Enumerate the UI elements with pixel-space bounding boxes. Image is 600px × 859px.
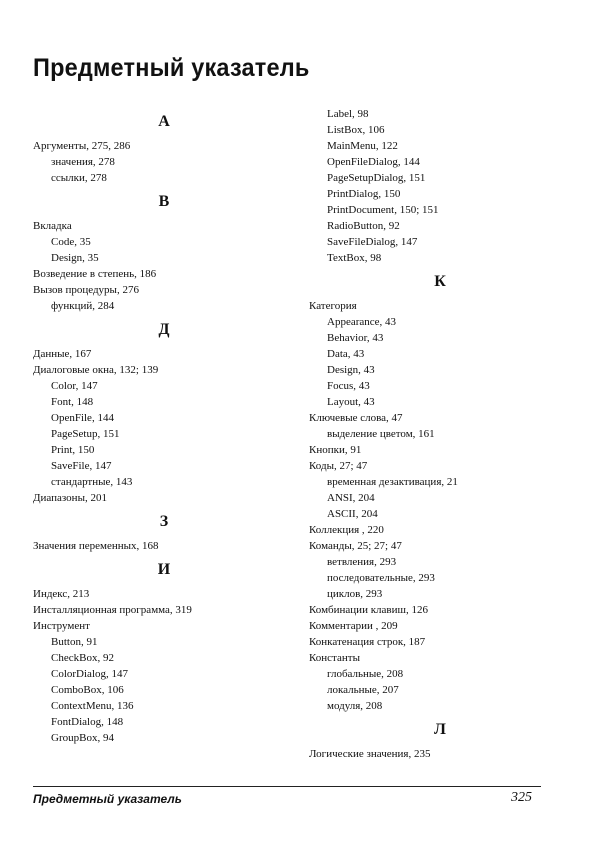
index-subentry: Appearance, 43: [327, 316, 397, 328]
index-subentry: ссылки, 278: [51, 172, 107, 184]
index-entry: Индекс, 213: [33, 588, 90, 600]
index-entry: Аргументы, 275, 286: [33, 140, 131, 152]
index-subentry: PrintDialog, 150: [327, 188, 401, 200]
index-subentry: FontDialog, 148: [51, 716, 124, 728]
index-subentry: PageSetup, 151: [51, 428, 120, 440]
index-subentry: Behavior, 43: [327, 332, 384, 344]
index-subentry: ContextMenu, 136: [51, 700, 134, 712]
index-subentry: ветвления, 293: [327, 556, 397, 568]
index-subentry: PageSetupDialog, 151: [327, 172, 426, 184]
section-letter: З: [159, 513, 169, 530]
index-entry: Данные, 167: [33, 348, 92, 360]
section-letter: К: [434, 273, 446, 290]
index-entry: Комментарии , 209: [309, 620, 398, 632]
index-entry: Конкатенация строк, 187: [309, 636, 426, 648]
index-column-right: [309, 106, 571, 762]
index-subentry: Label, 98: [327, 108, 369, 120]
index-subentry: ListBox, 106: [327, 124, 385, 136]
index-subentry: Font, 148: [51, 396, 94, 408]
index-entry: Константы: [309, 652, 360, 664]
index-subentry: Button, 91: [51, 636, 98, 648]
index-subentry: Focus, 43: [327, 380, 370, 392]
index-entry: Диалоговые окна, 132; 139: [33, 364, 159, 376]
page-number: 325: [511, 790, 532, 805]
index-subentry: Layout, 43: [327, 396, 375, 408]
index-entry: Комбинации клавиш, 126: [309, 604, 428, 616]
index-subentry: OpenFile, 144: [51, 412, 114, 424]
index-subentry: выделение цветом, 161: [327, 428, 435, 440]
index-subentry: ComboBox, 106: [51, 684, 124, 696]
section-letter: В: [158, 193, 170, 210]
index-entry: Инструмент: [33, 620, 90, 632]
index-entry: Категория: [309, 300, 357, 312]
section-letter: Л: [434, 721, 446, 738]
index-entry: Логические значения, 235: [309, 748, 431, 760]
index-subentry: значения, 278: [51, 156, 115, 168]
index-subentry: MainMenu, 122: [327, 140, 398, 152]
index-subentry: Data, 43: [327, 348, 365, 360]
index-subentry: SaveFile, 147: [51, 460, 112, 472]
index-subentry: CheckBox, 92: [51, 652, 114, 664]
footer-divider: [33, 786, 541, 787]
index-subentry: функций, 284: [51, 300, 115, 312]
index-subentry: временная дезактивация, 21: [327, 476, 458, 488]
index-entry: Команды, 25; 27; 47: [309, 540, 402, 552]
index-subentry: Print, 150: [51, 444, 95, 456]
index-entry: Кнопки, 91: [309, 444, 362, 456]
index-entry: Ключевые слова, 47: [309, 412, 403, 424]
section-letter: Д: [158, 321, 170, 338]
index-entry: Коды, 27; 47: [309, 460, 368, 472]
index-subentry: циклов, 293: [327, 588, 383, 600]
index-subentry: ANSI, 204: [327, 492, 375, 504]
index-entry: Диапазоны, 201: [33, 492, 107, 504]
index-subentry: Design, 43: [327, 364, 375, 376]
index-subentry: SaveFileDialog, 147: [327, 236, 418, 248]
index-entry: Вкладка: [33, 220, 72, 232]
index-subentry: стандартные, 143: [51, 476, 133, 488]
index-subentry: GroupBox, 94: [51, 732, 114, 744]
index-subentry: глобальные, 208: [327, 668, 404, 680]
index-subentry: PrintDocument, 150; 151: [327, 204, 439, 216]
index-subentry: последовательные, 293: [327, 572, 435, 584]
index-subentry: ASCII, 204: [327, 508, 378, 520]
index-entry: Вызов процедуры, 276: [33, 284, 139, 296]
index-entry: Коллекция , 220: [309, 524, 384, 536]
footer-running-title: Предметный указатель: [33, 792, 182, 806]
index-subentry: модуля, 208: [327, 700, 383, 712]
index-entry: Возведение в степень, 186: [33, 268, 157, 280]
page-title: Предметный указатель: [33, 54, 310, 82]
index-subentry: ColorDialog, 147: [51, 668, 128, 680]
index-entry: Значения переменных, 168: [33, 540, 159, 552]
index-entry: Инсталляционная программа, 319: [33, 604, 192, 616]
index-subentry: Design, 35: [51, 252, 99, 264]
index-subentry: Code, 35: [51, 236, 91, 248]
index-subentry: OpenFileDialog, 144: [327, 156, 420, 168]
index-subentry: Color, 147: [51, 380, 98, 392]
section-letter: И: [157, 561, 171, 578]
index-subentry: локальные, 207: [327, 684, 399, 696]
index-subentry: RadioButton, 92: [327, 220, 400, 232]
index-column-left: [33, 106, 295, 746]
index-subentry: TextBox, 98: [327, 252, 382, 264]
section-letter: А: [158, 113, 170, 130]
